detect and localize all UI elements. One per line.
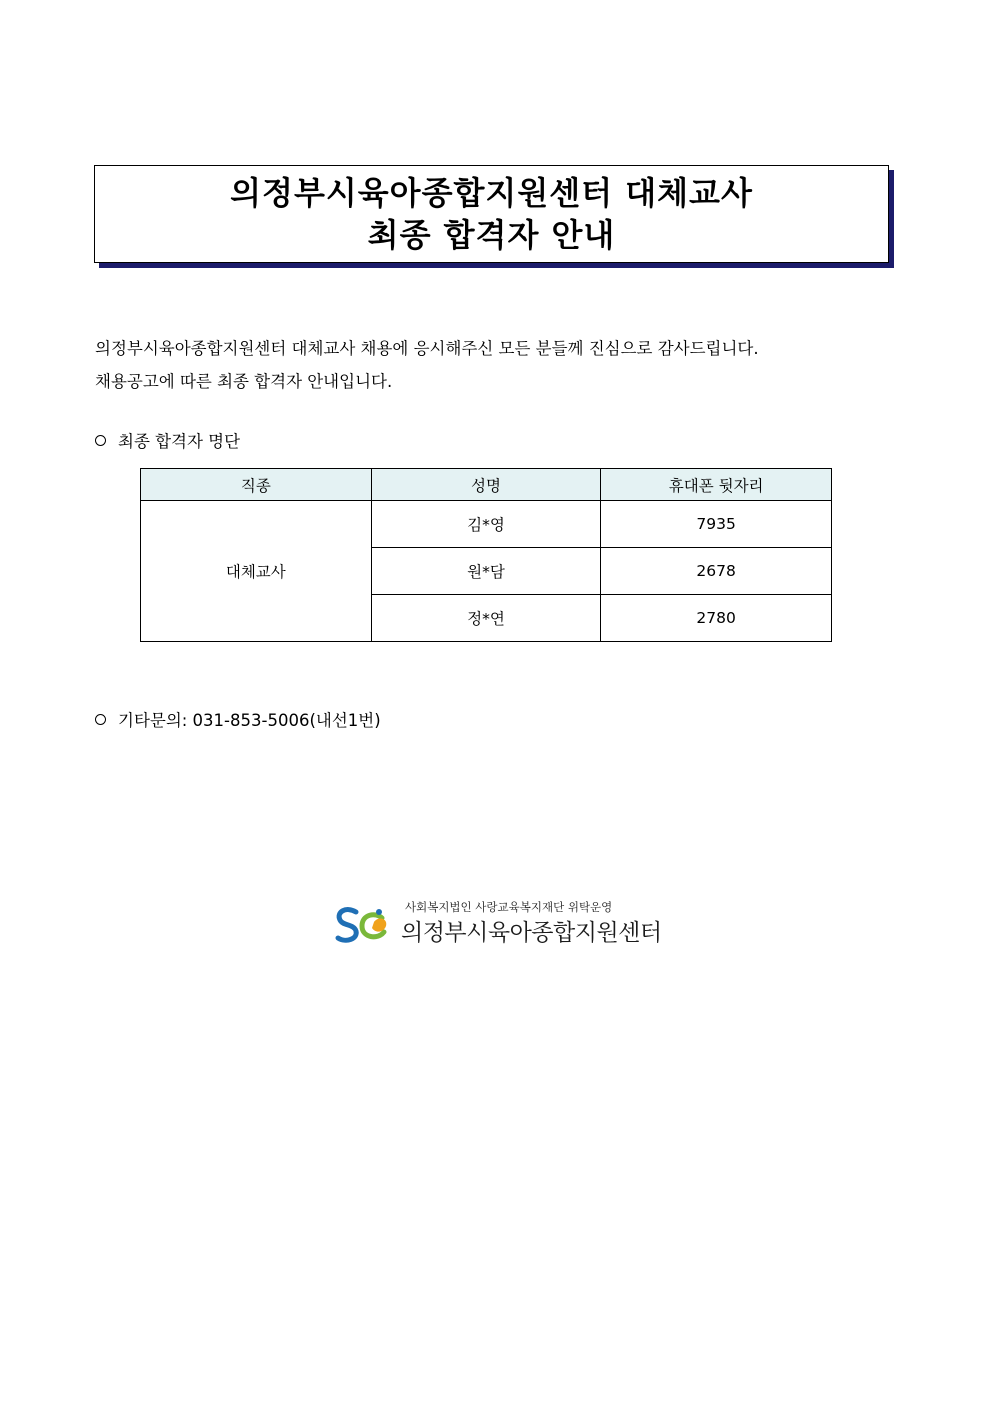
logo-mark-icon bbox=[334, 904, 394, 944]
title-line-1: 의정부시육아종합지원센터 대체교사 bbox=[230, 174, 753, 212]
table-row bbox=[141, 501, 832, 548]
contact-label: 기타문의: 031-853-5006(내선1번) bbox=[118, 711, 381, 730]
header-name: 성명 bbox=[371, 469, 601, 501]
name-cell: 원*담 bbox=[371, 548, 601, 595]
circle-bullet-icon bbox=[95, 714, 106, 725]
section-heading-list-label: 최종 합격자 명단 bbox=[118, 432, 241, 451]
section-heading-list bbox=[95, 428, 240, 452]
results-table bbox=[140, 468, 832, 642]
table-header-row bbox=[141, 469, 832, 501]
name-cell: 정*연 bbox=[371, 595, 601, 642]
phone-cell: 2678 bbox=[601, 548, 832, 595]
name-cell: 김*영 bbox=[371, 501, 601, 548]
phone-cell: 7935 bbox=[601, 501, 832, 548]
intro-line-1: 의정부시육아종합지원센터 대체교사 채용에 응시해주신 모든 분들께 진심으로 감사드립니다. bbox=[95, 339, 759, 358]
center-logo bbox=[334, 896, 664, 946]
intro-text bbox=[95, 332, 759, 398]
section-heading-contact bbox=[95, 707, 381, 731]
header-phone: 휴대폰 뒷자리 bbox=[601, 469, 832, 501]
circle-bullet-icon bbox=[95, 435, 106, 446]
phone-cell: 2780 bbox=[601, 595, 832, 642]
logo-subtitle: 사회복지법인 사랑교육복지재단 위탁운영 bbox=[405, 900, 613, 914]
intro-line-2: 채용공고에 따른 최종 합격자 안내입니다. bbox=[95, 372, 393, 391]
logo-name: 의정부시육아종합지원센터 bbox=[401, 920, 662, 946]
title-box bbox=[94, 165, 889, 263]
job-cell: 대체교사 bbox=[141, 501, 372, 642]
header-job: 직종 bbox=[141, 469, 372, 501]
title-line-2: 최종 합격자 안내 bbox=[367, 216, 616, 254]
